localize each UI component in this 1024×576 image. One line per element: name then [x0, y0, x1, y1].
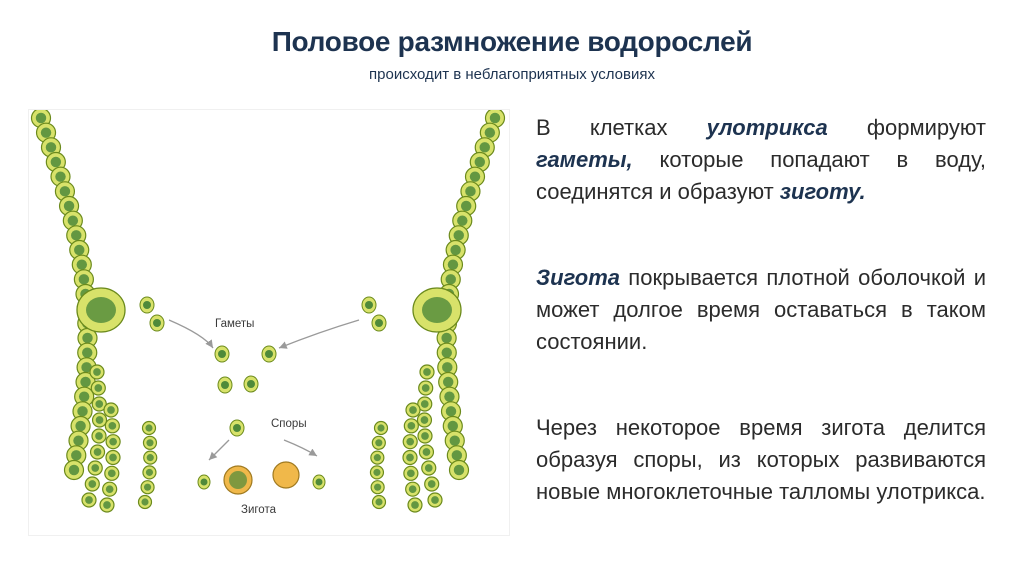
- right-young-2-cell-3-chloroplast: [406, 454, 414, 462]
- right-young-1-cell-6-chloroplast: [425, 464, 433, 472]
- right-filament-cell-24-chloroplast: [454, 465, 464, 475]
- right-filament-cell-10-chloroplast: [448, 259, 458, 269]
- p1-text-c: которые попадают в воду, соединятся и образуют: [536, 147, 986, 204]
- right-young-1-cell-7-chloroplast: [428, 480, 436, 488]
- left-young-2-cell-1-chloroplast: [108, 422, 116, 430]
- right-young-1-cell-8-chloroplast: [431, 496, 439, 504]
- left-filament-cell-15-chloroplast: [82, 333, 92, 343]
- right-filament-cell-20-chloroplast: [446, 406, 456, 416]
- zygote-content: [229, 471, 247, 489]
- right-young-1-cell-5-chloroplast: [423, 448, 431, 456]
- left-young-3-cell-0-chloroplast: [145, 424, 152, 431]
- right-filament-cell-1-chloroplast: [485, 127, 495, 137]
- gamete-6-chloroplast: [221, 381, 229, 389]
- right-young-1-cell-4-chloroplast: [421, 432, 429, 440]
- left-young-2-cell-3-chloroplast: [109, 454, 117, 462]
- right-young-1-cell-0-chloroplast: [423, 368, 431, 376]
- arrow-right-gametes: [279, 320, 359, 348]
- left-filament-cell-9-chloroplast: [74, 245, 84, 255]
- left-filament-cell-2-chloroplast: [46, 142, 56, 152]
- right-filament-cell-18-chloroplast: [443, 377, 453, 387]
- spore-1-chloroplast: [316, 479, 323, 486]
- left-filament-cell-4-chloroplast: [55, 171, 65, 181]
- gamete-7-chloroplast: [247, 380, 255, 388]
- right-young-3-cell-1-chloroplast: [375, 439, 382, 446]
- left-filament-cell-24-chloroplast: [69, 465, 79, 475]
- p3-text: Через некоторое время зигота делится образуя споры, из которых развиваются новые многоклеточные талломы улотрикса.: [536, 415, 986, 504]
- right-gametangium-content: [422, 297, 452, 323]
- right-filament-cell-9-chloroplast: [450, 245, 460, 255]
- p1-term-gametes: гаметы,: [536, 147, 633, 172]
- left-filament-cell-22-chloroplast: [73, 435, 83, 445]
- p1-text-a: В клетках: [536, 115, 707, 140]
- spore-0-chloroplast: [201, 479, 208, 486]
- right-young-3-cell-0-chloroplast: [377, 424, 384, 431]
- right-young-3-cell-2-chloroplast: [374, 454, 381, 461]
- right-filament-cell-7-chloroplast: [457, 215, 467, 225]
- left-young-1-cell-3-chloroplast: [96, 416, 104, 424]
- left-filament-cell-16-chloroplast: [82, 347, 92, 357]
- right-young-3-cell-5-chloroplast: [375, 498, 382, 505]
- right-young-3-cell-4-chloroplast: [374, 484, 381, 491]
- right-filament-cell-19-chloroplast: [444, 391, 454, 401]
- slide-subtitle: происходит в неблагоприятных условиях: [369, 66, 655, 83]
- right-filament-cell-23-chloroplast: [452, 450, 462, 460]
- left-filament-cell-20-chloroplast: [77, 406, 87, 416]
- p1-term-zygote: зиготу.: [779, 179, 866, 204]
- gamete-1-chloroplast: [153, 319, 161, 327]
- left-young-2-cell-5-chloroplast: [106, 485, 114, 493]
- left-young-1-cell-7-chloroplast: [88, 480, 96, 488]
- right-filament-cell-2-chloroplast: [480, 142, 490, 152]
- right-young-2-cell-6-chloroplast: [411, 501, 419, 509]
- p2-text: покрывается плотной оболочкой и может долгое время оставаться в таком состоянии.: [536, 265, 986, 354]
- gamete-3-chloroplast: [375, 319, 383, 327]
- left-filament-cell-21-chloroplast: [75, 421, 85, 431]
- left-filament-cell-0-chloroplast: [36, 113, 46, 123]
- spores-label: Споры: [271, 418, 307, 430]
- paragraph-gametes: [536, 112, 986, 208]
- zygote-germinating: [273, 462, 299, 488]
- left-filament-cell-10-chloroplast: [77, 259, 87, 269]
- left-young-1-cell-1-chloroplast: [94, 384, 102, 392]
- gametes-label: Гаметы: [215, 318, 255, 330]
- slide-title: Половое размножение водорослей: [271, 26, 753, 57]
- right-young-1-cell-2-chloroplast: [421, 400, 429, 408]
- left-filament-cell-7-chloroplast: [68, 215, 78, 225]
- ulothrix-lifecycle-figure: [29, 110, 509, 535]
- gamete-0-chloroplast: [143, 301, 151, 309]
- arrow-left-gametes: [169, 320, 213, 348]
- right-filament-cell-6-chloroplast: [461, 201, 471, 211]
- left-young-1-cell-2-chloroplast: [95, 400, 103, 408]
- right-young-1-cell-3-chloroplast: [421, 416, 429, 424]
- gamete-8-chloroplast: [233, 424, 241, 432]
- gamete-4-chloroplast: [218, 350, 226, 358]
- left-young-3-cell-4-chloroplast: [144, 484, 151, 491]
- left-filament-cell-18-chloroplast: [80, 377, 90, 387]
- left-young-2-cell-4-chloroplast: [108, 469, 116, 477]
- left-young-2-cell-6-chloroplast: [103, 501, 111, 509]
- right-young-2-cell-4-chloroplast: [407, 469, 415, 477]
- arrow-spore-left: [209, 440, 229, 460]
- left-young-1-cell-6-chloroplast: [91, 464, 99, 472]
- left-gametangium-content: [86, 297, 116, 323]
- left-young-1-cell-0-chloroplast: [93, 368, 101, 376]
- right-filament-cell-15-chloroplast: [441, 333, 451, 343]
- right-young-2-cell-1-chloroplast: [407, 422, 415, 430]
- right-young-2-cell-0-chloroplast: [409, 406, 417, 414]
- left-young-1-cell-5-chloroplast: [94, 448, 102, 456]
- left-young-1-cell-4-chloroplast: [95, 432, 103, 440]
- left-filament-cell-1-chloroplast: [41, 127, 51, 137]
- right-filament-cell-21-chloroplast: [448, 421, 458, 431]
- paragraph-spores: [536, 412, 986, 508]
- right-filament-cell-17-chloroplast: [442, 362, 452, 372]
- left-filament-cell-19-chloroplast: [79, 391, 89, 401]
- p2-term-zygote: Зигота: [536, 265, 621, 290]
- right-young-2-cell-2-chloroplast: [406, 438, 414, 446]
- paragraph-zygote: [536, 262, 986, 358]
- lifecycle-illustration: [29, 110, 509, 535]
- left-young-3-cell-2-chloroplast: [147, 454, 154, 461]
- left-young-3-cell-1-chloroplast: [146, 439, 153, 446]
- right-young-3-cell-3-chloroplast: [373, 469, 380, 476]
- right-filament-cell-11-chloroplast: [446, 274, 456, 284]
- left-filament-cell-3-chloroplast: [51, 157, 61, 167]
- gamete-2-chloroplast: [365, 301, 373, 309]
- left-filament-cell-6-chloroplast: [64, 201, 74, 211]
- arrow-spore-right: [284, 440, 317, 456]
- right-filament-cell-4-chloroplast: [470, 171, 480, 181]
- left-young-2-cell-2-chloroplast: [109, 438, 117, 446]
- left-filament-cell-5-chloroplast: [60, 186, 70, 196]
- right-filament-cell-16-chloroplast: [442, 347, 452, 357]
- right-filament-cell-3-chloroplast: [475, 157, 485, 167]
- zygote-label: Зигота: [241, 504, 276, 516]
- right-young-1-cell-1-chloroplast: [422, 384, 430, 392]
- right-filament-cell-0-chloroplast: [490, 113, 500, 123]
- gamete-5-chloroplast: [265, 350, 273, 358]
- left-young-3-cell-3-chloroplast: [146, 469, 153, 476]
- left-filament-cell-8-chloroplast: [71, 230, 81, 240]
- right-filament-cell-22-chloroplast: [450, 435, 460, 445]
- right-filament-cell-5-chloroplast: [465, 186, 475, 196]
- right-filament-cell-8-chloroplast: [454, 230, 464, 240]
- left-filament-cell-23-chloroplast: [71, 450, 81, 460]
- left-young-1-cell-8-chloroplast: [85, 496, 93, 504]
- left-filament-cell-11-chloroplast: [79, 274, 89, 284]
- right-young-2-cell-5-chloroplast: [409, 485, 417, 493]
- left-young-2-cell-0-chloroplast: [107, 406, 115, 414]
- left-young-3-cell-5-chloroplast: [141, 498, 148, 505]
- p1-term-ulothrix: улотрикса: [706, 115, 828, 140]
- p1-text-b: формируют: [827, 115, 986, 140]
